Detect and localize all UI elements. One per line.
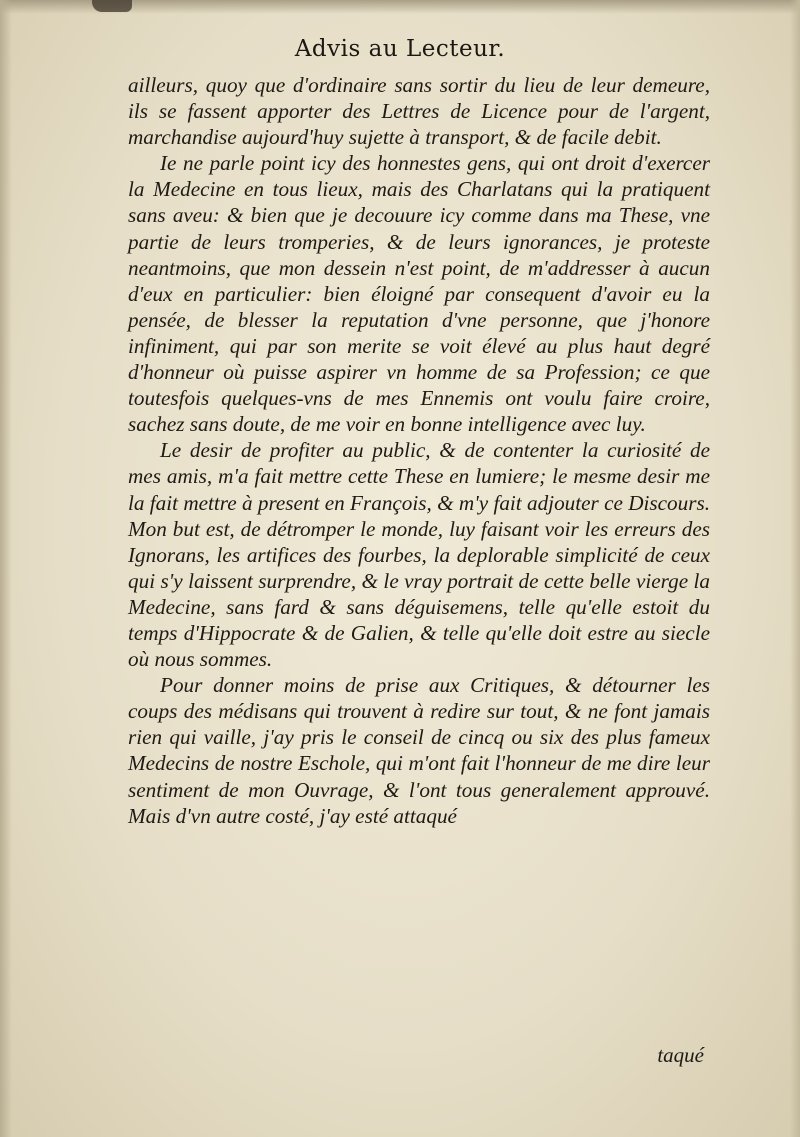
running-head: Advis au Lecteur.: [294, 36, 506, 62]
page-left-edge-shadow: [0, 0, 12, 1137]
ink-smudge: [92, 0, 132, 12]
paragraph-desir: Le desir de profiter au public, & de contenter la curiosité de mes amis, m'a fait mettre cette These en lumiere; le mesme desir me la fait mettre à present en François, & m'y fait adjouter ce Discours. Mon but est, de détromper le monde, luy faisant voir les erreurs des Ignorans, les artifices des fourbes, la deplorable simplicité de ceux qui s'y laissent surprendre, & le vray portrait de cette belle vierge la Medecine, sans fard & sans déguisemens, telle qu'elle estoit du temps d'Hippocrate & de Galien, & telle qu'elle doit estre au siecle où nous sommes.: [128, 438, 711, 672]
page-right-edge-shadow: [790, 0, 800, 1137]
paragraph-continuation: ailleurs, quoy que d'ordinaire sans sortir du lieu de leur demeure, ils se fassent apporter des Lettres de Licence pour de l'argent, marchandise aujourd'huy sujette à transport, & de facile debit.: [128, 73, 710, 150]
paragraph-charlatans: Ie ne parle point icy des honnestes gens, qui ont droit d'exercer la Medecine en tous lieux, mais des Charlatans qui la pratiquent sans aveu: & bien que je decouure icy comme dans ma These, vne partie de leurs tromperies, & de leurs ignorances, je proteste neantmoins, que mon dessein n'est point, de m'addresser à aucun d'eux en particulier: bien éloigné par consequent d'avoir eu la pensée, de blesser la reputation d'vne personne, que j'honore infiniment, qui par son merite se voit élevé au plus haut degré d'honneur où puisse aspirer vn homme de sa Profession; ce que toutesfois quelques-vns de mes Ennemis ont voulu faire croire, sachez sans doute, de me voir en bonne intelligence avec luy.: [128, 151, 710, 437]
catchword: taqué: [657, 1043, 704, 1067]
body-text: [128, 72, 710, 829]
paragraph-critiques: Pour donner moins de prise aux Critiques, & détourner les coups des médisans qui trouvent à redire sur tout, & ne font jamais rien qui vaille, j'ay pris le conseil de cincq ou six des plus fameux Medecins de nostre Eschole, qui m'ont fait l'honneur de me dire leur sentiment de mon Ouvrage, & l'ont tous generalement approuvé. Mais d'vn autre costé, j'ay esté attaqué: [128, 673, 710, 828]
